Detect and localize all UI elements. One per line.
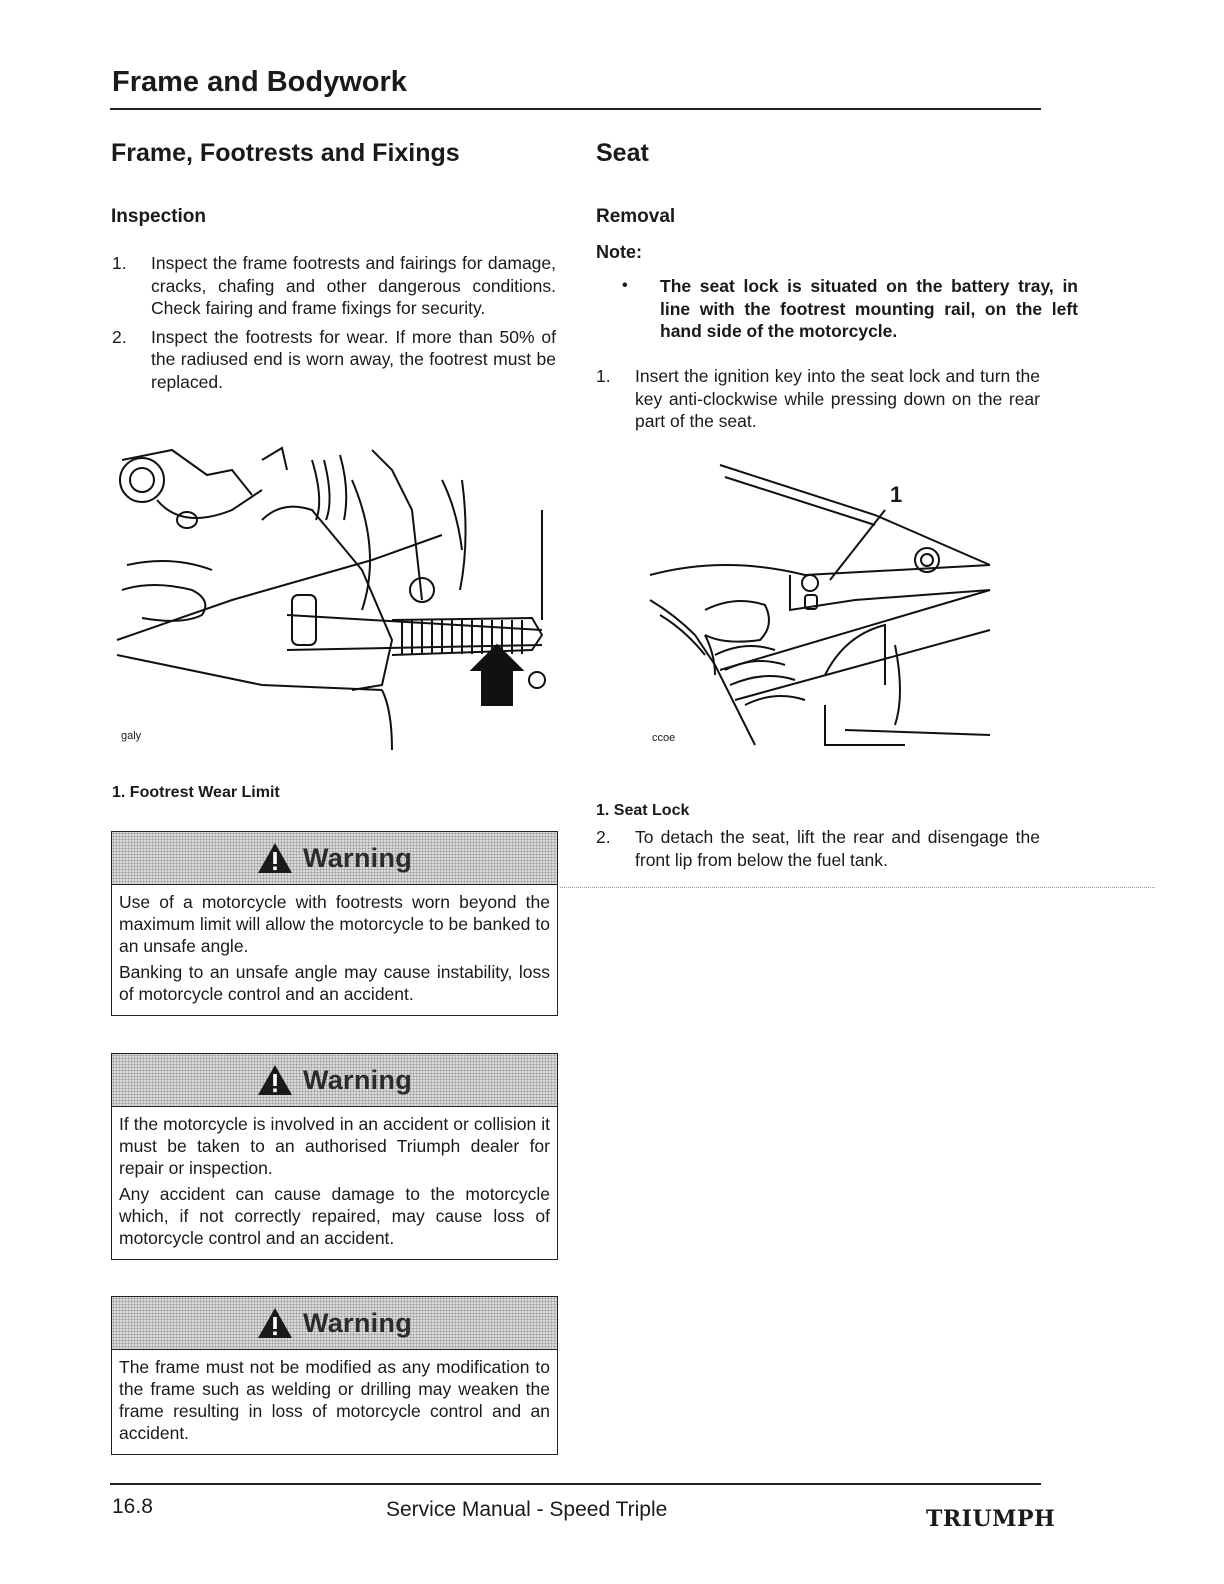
warning-triangle-icon (257, 1064, 293, 1096)
triumph-logo: TRIUMPH (926, 1506, 1056, 1532)
warning-title: Warning (302, 1064, 413, 1095)
footrest-illustration (112, 440, 562, 750)
note-label: Note: (596, 242, 642, 262)
warning-text (112, 885, 557, 1015)
warning-text (112, 1107, 557, 1259)
warning-paragraph: If the motorcycle is involved in an accident or collision it must be taken to an authorised Triumph dealer for repair or inspection. (119, 1114, 550, 1178)
warning-header (112, 832, 557, 885)
warning-box-frame-modification (111, 1296, 558, 1455)
warning-triangle-icon (257, 842, 293, 874)
list-item (596, 826, 1040, 871)
warning-text (112, 1350, 557, 1454)
note-text: The seat lock is situated on the battery tray, in line with the footrest mounting rail, on the left hand side of the motorcycle. (660, 276, 1078, 341)
manual-title: Service Manual - Speed Triple (386, 1498, 668, 1521)
step-number: 1. (596, 366, 611, 386)
warning-box-footrest (111, 831, 558, 1016)
warning-paragraph: Any accident can cause damage to the motorcycle which, if not correctly repaired, may cause loss of motorcycle control and an accident. (119, 1184, 550, 1248)
section-title-seat: Seat (596, 139, 649, 167)
warning-paragraph: Use of a motorcycle with footrests worn beyond the maximum limit will allow the motorcycle to be banked to an unsafe angle. (119, 892, 550, 956)
section-title-frame: Frame, Footrests and Fixings (111, 139, 460, 167)
seat-figure (645, 455, 995, 755)
inspection-steps (112, 252, 556, 399)
list-item (112, 326, 556, 394)
step-text: Insert the ignition key into the seat lock and turn the key anti-clockwise while pressing down on the rear part of the seat. (635, 366, 1040, 431)
warning-header (112, 1297, 557, 1350)
warning-header (112, 1054, 557, 1107)
header-rule (110, 108, 1041, 110)
column-end-rule (560, 887, 1155, 888)
warning-triangle-icon (257, 1307, 293, 1339)
subheading-removal: Removal (596, 206, 676, 227)
note-bullet (622, 275, 1078, 343)
warning-title: Warning (302, 1307, 413, 1338)
list-item (112, 252, 556, 320)
caption-footrest: 1. Footrest Wear Limit (112, 784, 280, 801)
figure-code-left: galy (121, 730, 142, 742)
warning-paragraph: The frame must not be modified as any modification to the frame such as welding or drilling may weaken the frame resulting in loss of motorcycle control and an accident. (119, 1357, 550, 1443)
warning-paragraph: Banking to an unsafe angle may cause instability, loss of motorcycle control and an accident. (119, 962, 550, 1004)
step-number: 2. (112, 326, 127, 347)
warning-title: Warning (302, 842, 413, 873)
seat-illustration (645, 455, 995, 755)
step-number: 2. (596, 827, 611, 847)
bullet-icon: • (622, 277, 628, 294)
chapter-title: Frame and Bodywork (112, 66, 407, 98)
step-text: Inspect the frame footrests and fairings for damage, cracks, chafing and other dangerous conditions. Check fairing and frame fixings for security. (151, 253, 556, 318)
warning-box-accident (111, 1053, 558, 1260)
step-text: Inspect the footrests for wear. If more than 50% of the radiused end is worn away, the footrest must be replaced. (151, 326, 556, 392)
list-item (596, 365, 1040, 433)
footrest-figure (112, 440, 562, 750)
footer-rule (110, 1483, 1041, 1485)
removal-steps-b (596, 826, 1040, 877)
figure-callout-number: 1 (890, 482, 903, 507)
figure-code-right: ccoe (652, 732, 676, 744)
removal-steps-a (596, 365, 1040, 439)
subheading-inspection: Inspection (111, 206, 207, 227)
step-text: To detach the seat, lift the rear and disengage the front lip from below the fuel tank. (635, 827, 1040, 870)
step-number: 1. (112, 253, 127, 273)
page-number: 16.8 (112, 1495, 153, 1518)
caption-seat-lock: 1. Seat Lock (596, 802, 690, 819)
